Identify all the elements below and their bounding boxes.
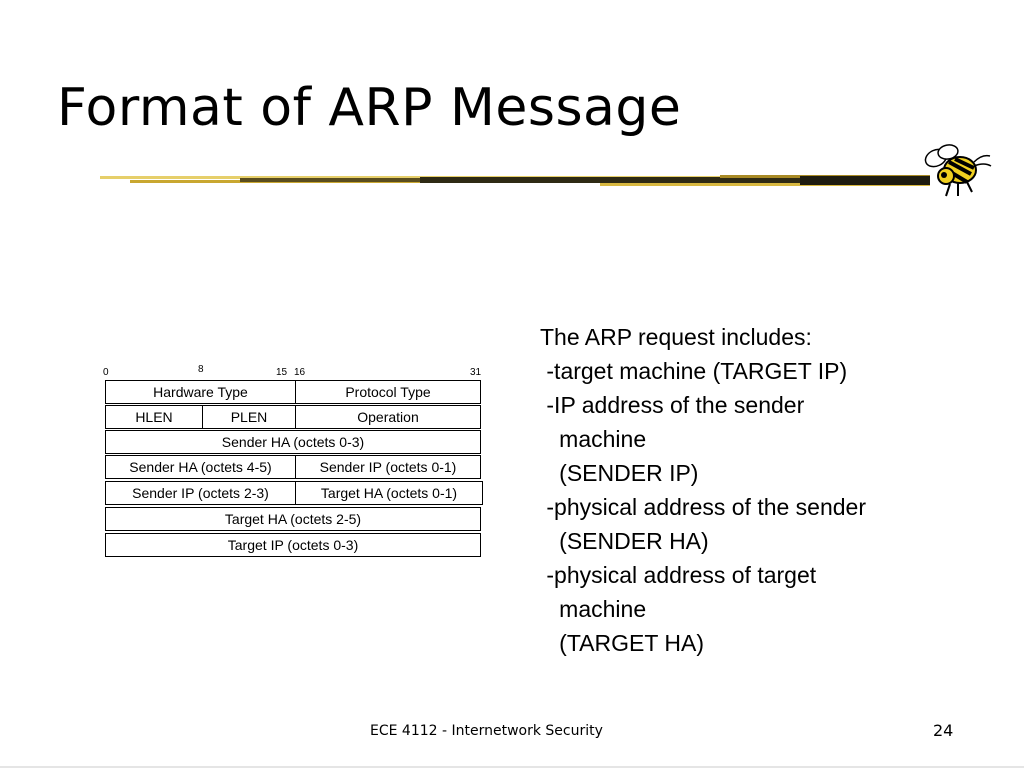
field-hardware-type: Hardware Type	[153, 384, 248, 400]
request-item-continuation: (SENDER HA)	[540, 528, 709, 554]
arp-request-description	[540, 320, 1010, 660]
request-item: -physical address of target	[540, 562, 817, 588]
request-item-continuation: machine	[540, 596, 647, 622]
request-item-continuation: (SENDER IP)	[540, 460, 699, 486]
request-item-continuation: machine	[540, 426, 647, 452]
field-sender-ha-4-5: Sender HA (octets 4-5)	[129, 459, 272, 475]
arp-message-format-diagram	[100, 362, 492, 562]
packet-row	[105, 455, 481, 479]
packet-row	[105, 380, 481, 404]
field-hlen: HLEN	[135, 409, 173, 425]
slide-title: Format of ARP Message	[57, 78, 682, 138]
packet-row	[105, 481, 483, 505]
footer-course-title: ECE 4112 - Internetwork Security	[370, 723, 603, 739]
field-sender-ha-0-3: Sender HA (octets 0-3)	[221, 434, 365, 450]
slide-number: 24	[933, 721, 954, 740]
bit-label-16: 16	[294, 367, 306, 378]
request-item: -target machine (TARGET IP)	[540, 358, 848, 384]
field-operation: Operation	[295, 406, 480, 428]
field-protocol-type: Protocol Type	[295, 381, 480, 403]
bit-label-31: 31	[470, 367, 482, 378]
title-divider	[100, 166, 930, 194]
packet-row	[105, 533, 481, 557]
yellow-jacket-bee-icon	[922, 140, 992, 200]
field-plen: PLEN	[202, 406, 295, 428]
bit-label-0: 0	[103, 367, 109, 378]
field-target-ip-0-3: Target IP (octets 0-3)	[227, 537, 359, 553]
packet-row	[105, 507, 481, 531]
request-heading: The ARP request includes:	[540, 324, 812, 350]
field-sender-ip-2-3: Sender IP (octets 2-3)	[132, 485, 269, 501]
field-sender-ip-0-1: Sender IP (octets 0-1)	[295, 456, 480, 478]
bit-label-8: 8	[198, 364, 204, 375]
request-item: -IP address of the sender	[540, 392, 805, 418]
field-target-ha-2-5: Target HA (octets 2-5)	[224, 511, 362, 527]
field-target-ha-0-1: Target HA (octets 0-1)	[295, 482, 482, 504]
packet-row	[105, 405, 481, 429]
request-item: -physical address of the sender	[540, 494, 867, 520]
bit-label-15: 15	[276, 367, 288, 378]
packet-row	[105, 430, 481, 454]
request-item-continuation: (TARGET HA)	[540, 630, 704, 656]
